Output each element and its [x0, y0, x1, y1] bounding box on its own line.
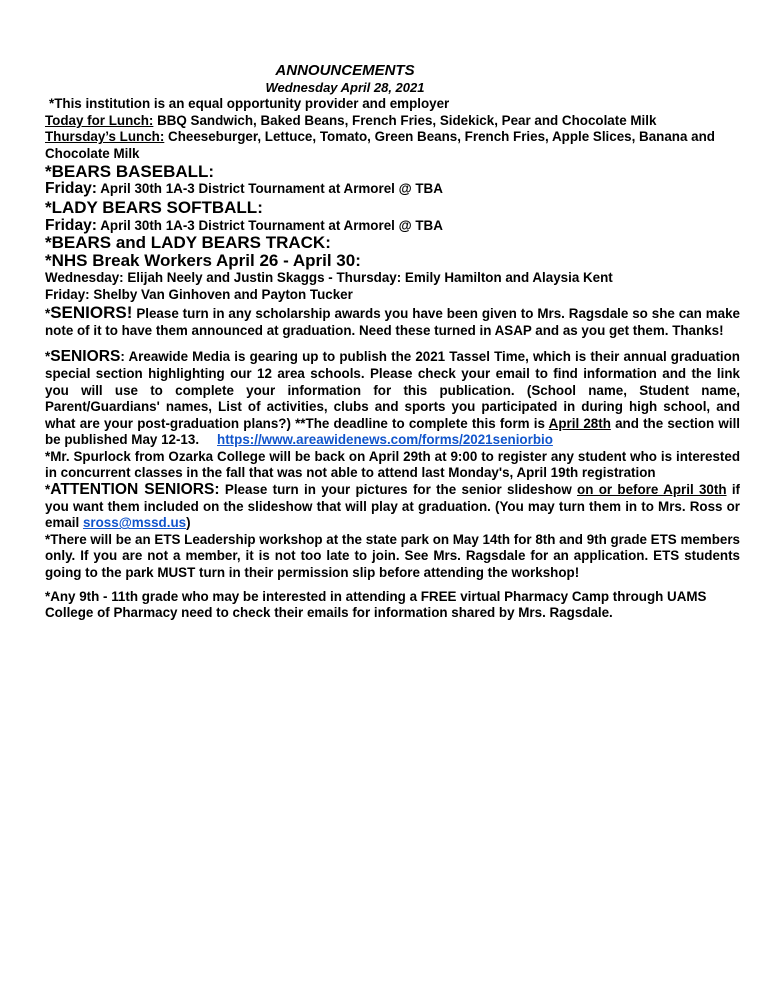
thursday-lunch-menu: Cheeseburger, Lettuce, Tomato, Green Beans, French Fries, Apple Slices, Banana and Chocolate Milk [45, 129, 715, 161]
attention-seniors [45, 482, 740, 532]
baseball-heading: *BEARS BASEBALL: [45, 162, 215, 182]
today-lunch-label: Today for Lunch: [45, 112, 154, 128]
nhs-heading: *NHS Break Workers April 26 - April 30: [45, 251, 361, 271]
page-title: ANNOUNCEMENTS [275, 62, 415, 79]
thursday-lunch [45, 129, 740, 162]
track-heading: *BEARS and LADY BEARS TRACK: [45, 232, 331, 252]
pharmacy-camp-note: *Any 9th - 11th grade who may be interested in attending a FREE virtual Pharmacy Camp through UAMS College of Pharmacy need to check their emails for information shared by Mrs. Ragsdale. [45, 588, 707, 621]
baseball-text: April 30th 1A-3 District Tournament at Armorel @ TBA [97, 180, 443, 196]
star-mark: * [45, 482, 51, 498]
attention-seniors-text: Please turn in your pictures for the senior slideshow [219, 482, 578, 498]
spacer [45, 339, 740, 349]
spacer [45, 582, 740, 589]
seniors-tassel-lead: SENIORS [50, 348, 121, 366]
nhs-line-1: Wednesday: Elijah Neely and Justin Skaggs - Thursday: Emily Hamilton and Alaysia Kent [45, 269, 613, 285]
today-lunch [45, 113, 740, 130]
page-date: Wednesday April 28, 2021 [265, 80, 425, 95]
equal-opportunity-note: *This institution is an equal opportunity provider and employer [49, 96, 450, 111]
ross-email-link[interactable]: sross@mssd.us [82, 515, 187, 531]
today-lunch-menu: BBQ Sandwich, Baked Beans, French Fries, Sidekick, Pear and Chocolate Milk [153, 112, 657, 128]
spurlock-note: *Mr. Spurlock from Ozarka College will be back on April 29th at 9:00 to register any student who is interested in concurrent classes in the fall that was not able to attend last Monday's, April 19th registration [45, 448, 740, 481]
star-mark: * [45, 306, 51, 322]
star-mark: * [45, 349, 51, 365]
nhs-line-2: Friday: Shelby Van Ginhoven and Payton Tucker [45, 286, 353, 302]
tassel-deadline: April 28th [548, 415, 611, 431]
softball-heading: *LADY BEARS SOFTBALL: [45, 197, 263, 217]
softball-text: April 30th 1A-3 District Tournament at Armorel @ TBA [97, 218, 443, 234]
attention-seniors-text-2: if you want them included on the slideshow that will play at graduation. (You may turn them in to Mrs. Ross or email [45, 482, 741, 531]
ets-workshop-note: *There will be an ETS Leadership workshop at the state park on May 14th for 8th and 9th grade ETS members only. If you are not a member, it is not too late to join. See Mrs. Ragsdale for an application. ETS students going to the park MUST turn in their permission slip before attending the workshop! [45, 531, 740, 581]
seniors-scholarship-text: Please turn in any scholarship awards you have been given to Mrs. Ragsdale so she can make note of it to have them announced at graduation. Need these turned in ASAP and as you get them. Thanks! [45, 306, 740, 338]
softball-day: Friday: [45, 217, 97, 235]
thursday-lunch-label: Thursday’s Lunch: [45, 129, 165, 145]
announcements-page [45, 62, 740, 622]
baseball-detail [45, 181, 740, 198]
slideshow-deadline: on or before April 30th [577, 482, 727, 498]
seniors-tassel-text-2: and the section will be published May 12-13. [45, 415, 741, 448]
seniors-scholarship [45, 305, 740, 339]
tassel-form-link[interactable]: https://www.areawidenews.com/forms/2021seniorbio [217, 432, 553, 448]
seniors-tassel-text: : Areawide Media is gearing up to publish the 2021 Tassel Time, which is their annual graduation special section highlighting our 12 area schools. Please check your email to find information and the link you will use to complete your information for this publication. (School name, Student name, Parent/Guardians' names, List of activities, clubs and sports you participated in during high school, and what are your post-graduation plans?) **The deadline to complete this form is [45, 349, 740, 431]
baseball-day: Friday: [45, 179, 97, 197]
seniors-scholarship-lead: SENIORS! [50, 303, 133, 323]
attention-seniors-lead: ATTENTION SENIORS: [50, 481, 220, 499]
attention-seniors-text-3: ) [186, 515, 191, 531]
seniors-tassel [45, 349, 740, 449]
